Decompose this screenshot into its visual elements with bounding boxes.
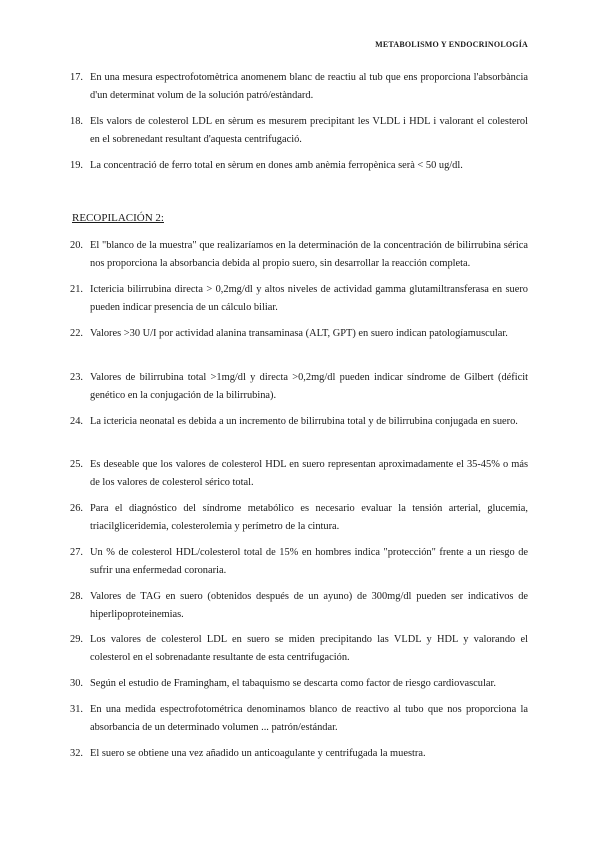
item-number: 22. xyxy=(70,328,83,339)
item-text: La concentració de ferro total en sèrum en dones amb anèmia ferropènica serà < 50 ug/dl. xyxy=(90,160,463,171)
list-item xyxy=(70,745,528,763)
item-number: 28. xyxy=(70,591,83,602)
item-text: Según el estudio de Framingham, el tabaquismo se descarta como factor de riesgo cardiovascular. xyxy=(90,678,496,689)
item-text: Valores >30 U/I por actividad alanina transaminasa (ALT, GPT) en suero indican patologíamuscular. xyxy=(90,328,508,339)
list-item xyxy=(70,369,528,405)
item-text: El "blanco de la muestra" que realizaríamos en la determinación de la concentración de bilirrubina sérica nos proporciona la absorbancia debida al propio suero, sin desarrollar la reacción completa. xyxy=(90,240,528,269)
item-number: 31. xyxy=(70,704,83,715)
item-number: 27. xyxy=(70,547,83,558)
item-number: 32. xyxy=(70,748,83,759)
list-item xyxy=(70,544,528,580)
item-text: En una mesura espectrofotomètrica anomenem blanc de reactiu al tub que ens proporciona l'absorbància d'un determinat volum de la solución patró/estàndard. xyxy=(90,72,528,101)
item-text: El suero se obtiene una vez añadido un anticoagulante y centrifugada la muestra. xyxy=(90,748,426,759)
list-item xyxy=(70,113,528,149)
item-text: La ictericia neonatal es debida a un incremento de bilirrubina total y de bilirrubina conjugada en suero. xyxy=(90,416,518,427)
item-text: Es deseable que los valores de colesterol HDL en suero representan aproximadamente el 35-45% o más de los valores de colesterol sérico total. xyxy=(90,459,528,488)
item-text: Valores de TAG en suero (obtenidos después de un ayuno) de 300mg/dl pueden ser indicativos de hiperlipoproteinemias. xyxy=(90,591,528,620)
page-header: METABOLISMO Y ENDOCRINOLOGÍA xyxy=(375,40,528,49)
list-item xyxy=(70,325,528,343)
item-number: 29. xyxy=(70,634,83,645)
item-text: Valores de bilirrubina total >1mg/dl y directa >0,2mg/dl pueden indicar síndrome de Gilbert (déficit genético en la conjugación de la bilirrubina). xyxy=(90,372,528,401)
item-number: 25. xyxy=(70,459,83,470)
item-number: 18. xyxy=(70,116,83,127)
list-item xyxy=(70,675,528,693)
list-item xyxy=(70,281,528,317)
list-item xyxy=(70,69,528,105)
item-number: 20. xyxy=(70,240,83,251)
item-text: Els valors de colesterol LDL en sèrum es mesurem precipitant les VLDL i HDL i valorant el colesterol en el sobrenedant resultant d'aquesta centrifugació. xyxy=(90,116,528,145)
item-text: Un % de colesterol HDL/colesterol total de 15% en hombres indica "protección" frente a un riesgo de sufrir una enfermedad coronaria. xyxy=(90,547,528,576)
item-text: Para el diagnóstico del síndrome metabólico es necesario evaluar la tensión arterial, glucemia, triacilgliceridemia, colesterolemia y perímetro de la cintura. xyxy=(90,503,528,532)
item-text: Ictericia bilirrubina directa > 0,2mg/dl y altos niveles de actividad gamma glutamiltransferasa en suero pueden indicar presencia de un cálculo biliar. xyxy=(90,284,528,313)
item-text: Los valores de colesterol LDL en suero se miden precipitando las VLDL y HDL y valorando el colesterol en el sobrenadante resultante de esta centrifugación. xyxy=(90,634,528,663)
list-item xyxy=(70,631,528,667)
item-number: 24. xyxy=(70,416,83,427)
section-title: RECOPILACIÓN 2: xyxy=(72,212,164,224)
item-number: 21. xyxy=(70,284,83,295)
item-text: En una medida espectrofotométrica denominamos blanco de reactivo al tubo que nos proporciona la absorbancia de un determinado volumen ... patrón/estándar. xyxy=(90,704,528,733)
list-item xyxy=(70,157,528,175)
item-number: 17. xyxy=(70,72,83,83)
item-number: 23. xyxy=(70,372,83,383)
list-item xyxy=(70,456,528,492)
list-item xyxy=(70,413,528,431)
item-number: 26. xyxy=(70,503,83,514)
list-item xyxy=(70,588,528,624)
list-item xyxy=(70,500,528,536)
list-item xyxy=(70,237,528,273)
list-item xyxy=(70,701,528,737)
item-number: 19. xyxy=(70,160,83,171)
item-number: 30. xyxy=(70,678,83,689)
